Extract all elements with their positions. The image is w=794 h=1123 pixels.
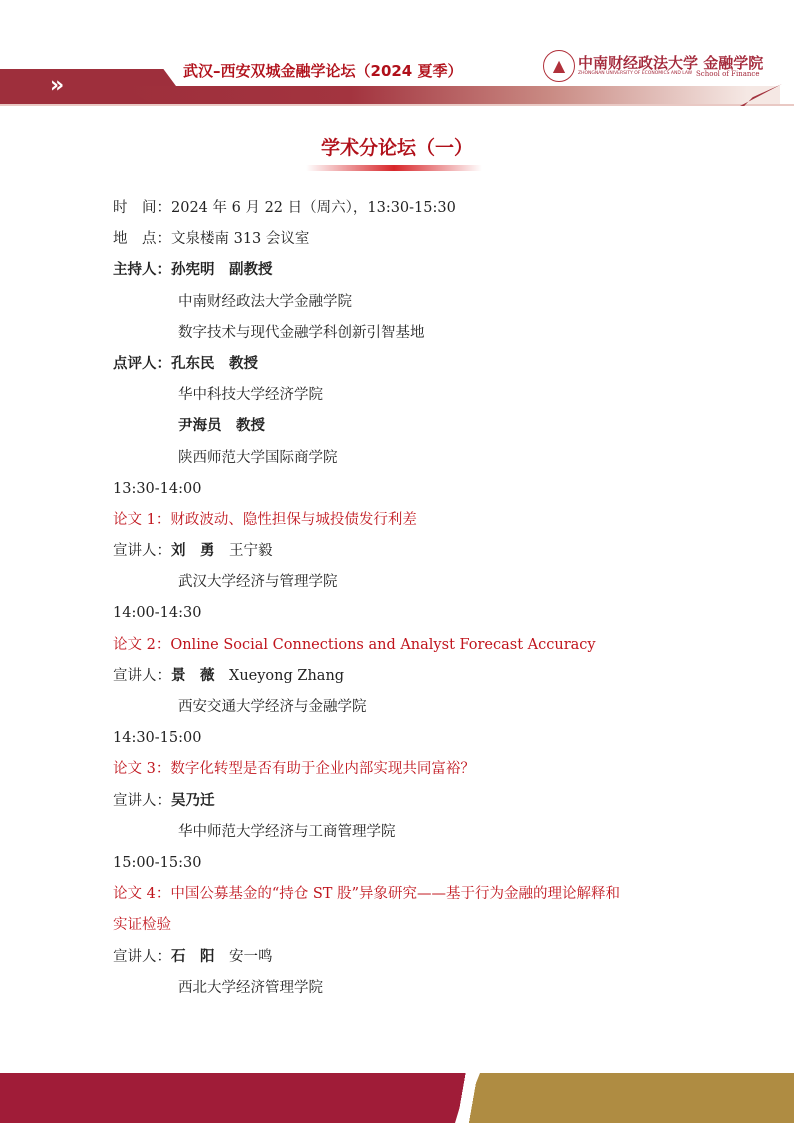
chevron-right-icon: »: [50, 73, 62, 98]
session-time: 14:30-15:00: [113, 730, 202, 747]
paper-item: [113, 723, 753, 848]
reviewer-affiliation: 陕西师范大学国际商学院: [178, 449, 338, 466]
coauthors: 王宁毅: [229, 543, 273, 560]
speaker-name: 刘 勇: [171, 543, 215, 560]
reviewer-affiliation: 华中科技大学经济学院: [178, 387, 323, 404]
coauthors: Xueyong Zhang: [229, 667, 345, 684]
reviewer-name: 尹海员 教授: [178, 418, 265, 435]
paper-title: 论文 3：数字化转型是否有助于企业内部实现共同富裕？: [113, 761, 475, 778]
session-time: 15:00-15:30: [113, 854, 202, 871]
label: 宣讲人：: [113, 792, 171, 809]
label: 主持人：: [113, 262, 171, 279]
page-title: 学术分论坛（一）: [320, 137, 473, 159]
reviewer-row: [113, 349, 753, 380]
label: 宣讲人：: [113, 948, 171, 965]
title-underline: [306, 165, 482, 171]
reviewer-name: 孔东民 教授: [171, 355, 258, 372]
label: 宣讲人：: [113, 543, 171, 560]
footer-band: [0, 1073, 794, 1123]
speaker-name: 景 薇: [171, 667, 215, 684]
speaker-row: [113, 661, 753, 692]
time-row: [113, 193, 753, 224]
paper-list: [113, 474, 753, 1004]
coauthors: 安一鸣: [229, 948, 273, 965]
label: 宣讲人：: [113, 667, 171, 684]
logo-school: School of Finance: [696, 70, 760, 78]
paper-title: 论文 1：财政波动、隐性担保与城投债发行利差: [113, 511, 417, 528]
paper-item: [113, 474, 753, 599]
paper-item: [113, 848, 753, 1004]
speaker-affiliation: 西北大学经济管理学院: [178, 979, 323, 996]
paper-title-cont: 实证检验: [113, 917, 171, 934]
label: 点评人：: [113, 355, 171, 372]
speaker-name: 石 阳: [171, 948, 215, 965]
speaker-row: [113, 786, 753, 817]
host-name: 孙宪明 副教授: [171, 262, 273, 279]
university-seal-icon: ▲: [543, 50, 575, 82]
host-affiliation: 中南财经政法大学金融学院: [178, 293, 352, 310]
speaker-row: [113, 942, 753, 973]
speaker-affiliation: 西安交通大学经济与金融学院: [178, 699, 367, 715]
label: 时 间：: [113, 200, 171, 216]
time-value: 2024 年 6 月 22 日（周六），13:30-15:30: [171, 200, 456, 216]
speaker-name: 吴乃迁: [171, 792, 215, 809]
logo-subtext: ZHONGNAN UNIVERSITY OF ECONOMICS AND LAW: [578, 71, 693, 76]
speaker-affiliation: 武汉大学经济与管理学院: [178, 574, 338, 591]
paper-item: [113, 598, 753, 723]
logo-text: 中南财经政法大学 金融学院: [578, 54, 764, 72]
host-row: [113, 255, 753, 286]
header-title: 武汉–西安双城金融学论坛（2024 夏季）: [183, 62, 463, 80]
place-row: [113, 224, 753, 255]
host-affiliation: 数字技术与现代金融学科创新引智基地: [178, 324, 425, 341]
program-content: [113, 193, 753, 1004]
label: 地 点：: [113, 231, 171, 248]
session-time: 13:30-14:00: [113, 480, 202, 497]
paper-title: 论文 2：Online Social Connections and Analyst Forecast Accuracy: [113, 636, 596, 653]
speaker-affiliation: 华中师范大学经济与工商管理学院: [178, 823, 396, 840]
header-line: [0, 104, 794, 106]
session-time: 14:00-14:30: [113, 605, 202, 622]
header-gradient-bar: [120, 86, 780, 105]
speaker-row: [113, 536, 753, 567]
paper-title: 论文 4：中国公募基金的“持仓 ST 股”异象研究——基于行为金融的理论解释和: [113, 886, 620, 903]
place-value: 文泉楼南 313 会议室: [171, 231, 310, 248]
reviewer-row: [113, 411, 753, 442]
